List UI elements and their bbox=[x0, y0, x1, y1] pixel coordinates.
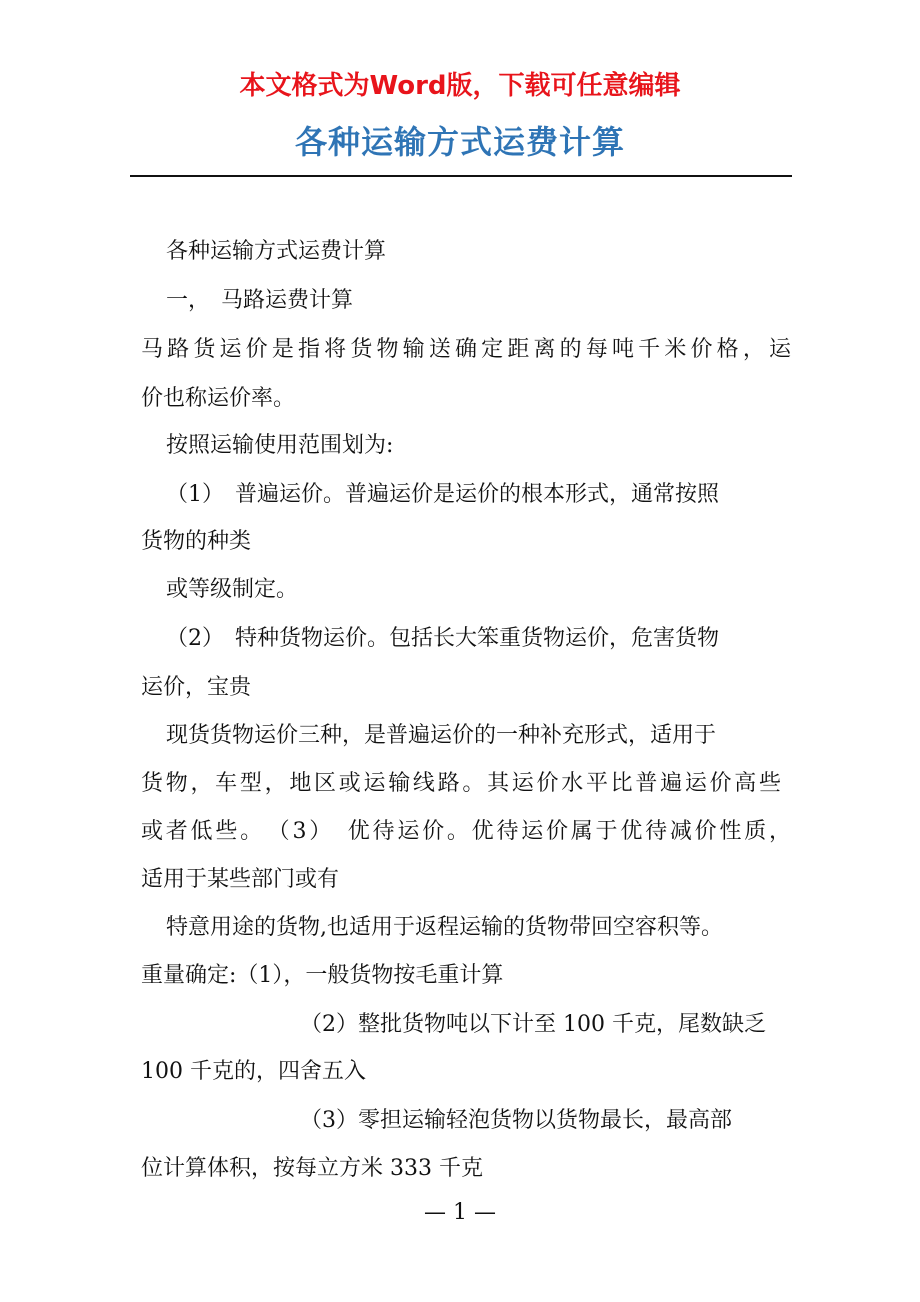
body-line-20: 位计算体积，按每立方米 333 千克 bbox=[141, 1156, 483, 1181]
body-line-13: 或者低些。 （3） 优待运价。优待运价属于优待减价性质， bbox=[141, 819, 791, 844]
body-line-2: 一， 马路运费计算 bbox=[166, 288, 354, 313]
body-line-6: （1） 普遍运价。普遍运价是运价的根本形式，通常按照 bbox=[166, 482, 719, 507]
title-divider bbox=[130, 175, 792, 177]
body-line-11: 现货货物运价三种，是普遍运价的一种补充形式，适用于 bbox=[166, 723, 717, 748]
body-line-8: 或等级制定。 bbox=[166, 577, 299, 602]
body-line-5: 按照运输使用范围划为: bbox=[166, 433, 394, 458]
body-line-1: 各种运输方式运费计算 bbox=[166, 239, 387, 264]
body-line-15: 特意用途的货物,也适用于返程运输的货物带回空容积等。 bbox=[166, 915, 723, 940]
body-line-14: 适用于某些部门或有 bbox=[141, 867, 340, 892]
page-number: — 1 — bbox=[424, 1200, 496, 1225]
body-line-16: 重量确定:（1），一般货物按毛重计算 bbox=[141, 963, 504, 988]
body-line-17: （2）整批货物吨以下计至 100 千克，尾数缺乏 bbox=[300, 1012, 766, 1037]
body-line-19: （3）零担运输轻泡货物以货物最长，最高部 bbox=[300, 1108, 732, 1133]
download-notice-banner: 本文格式为Word版，下载可任意编辑 bbox=[239, 71, 681, 101]
document-title: 各种运输方式运费计算 bbox=[294, 123, 625, 161]
body-line-9: （2） 特种货物运价。包括长大笨重货物运价，危害货物 bbox=[166, 626, 719, 651]
body-line-3: 马路货运价是指将货物输送确定距离的每吨千米价格，运 bbox=[141, 337, 791, 362]
body-line-10: 运价，宝贵 bbox=[141, 675, 252, 700]
body-line-18: 100 千克的，四舍五入 bbox=[141, 1059, 366, 1084]
body-line-12: 货物，车型，地区或运输线路。其运价水平比普遍运价高些 bbox=[141, 771, 781, 796]
body-line-7: 货物的种类 bbox=[141, 529, 252, 554]
body-line-4: 价也称运价率。 bbox=[141, 386, 296, 411]
